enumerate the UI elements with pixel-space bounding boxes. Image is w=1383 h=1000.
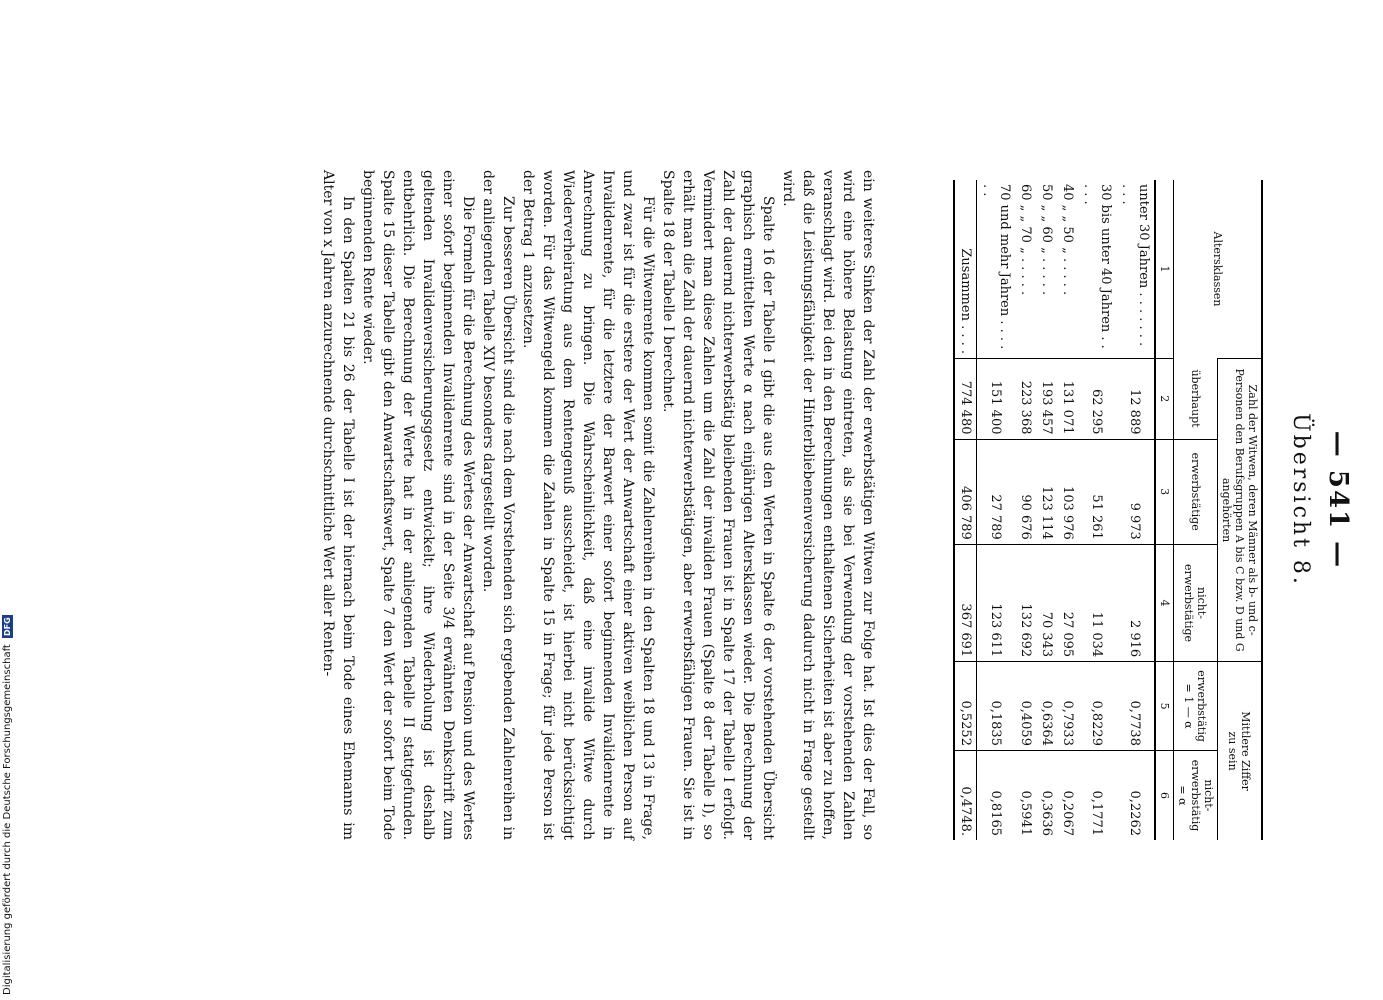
paragraph: ein weiteres Sinken der Zahl der erwerbstätigen Witwen zur Folge hat. Ist dies der Fall, so wird eine höhere Belastung eintreten, als sie bei Verwendung der vorstehenden Zahlen veranschlagt wird. Bei den in den Berechnungen enthaltenen Sicherheiten ist aber zu hoffen, daß die Leistungsfähigkeit der Hinterbliebenenversicherung dadurch nicht in Frage gestellt wird. — [780, 170, 876, 840]
cell: 123 611 — [977, 544, 1016, 661]
colnum-4: 4 — [1155, 544, 1174, 661]
row-label: 60 „ „ 70 „ . . . . . — [1018, 184, 1033, 296]
cell: 51 261 — [1078, 439, 1116, 544]
cell: 0,2067 — [1057, 750, 1078, 840]
total-cell: 774 480 — [954, 359, 977, 440]
table-title: Übersicht 8. — [1288, 413, 1313, 587]
cell: 103 976 — [1057, 439, 1078, 544]
colnum-1: 1 — [1155, 180, 1174, 359]
row-label: 50 „ „ 60 „ . . . . . — [1039, 184, 1054, 296]
total-cell: 0,5252 — [954, 662, 977, 751]
paragraph: Spalte 16 der Tabelle I gibt die aus den Werten in Spalte 6 der vorstehenden Übersicht graphisch ermittelten Werte α nach einjährigen Altersklassen wieder. Die Berechnung der Zahl der dauernd nichterwerbstätig bleibenden Frauen ist in Spalte 17 der Tabelle I erfolgt. Vermindert man diese Zahlen um die Zahl der invaliden Frauen (Spalte 8 der Tabelle I), so erhält man die Zahl der dauernd nichterwerbstätigen, aber erwerbsfähigen Frauen. Sie ist in Spalte 18 der Tabelle I berechnet. — [660, 170, 776, 840]
total-cell: 367 691 — [954, 544, 977, 661]
table-row — [977, 180, 1016, 840]
credit-text: Digitalisierung gefördert durch die Deutsche Forschungsgemeinschaft — [2, 644, 13, 995]
header-m-nicht: nicht-erwerbstätig = α — [1174, 750, 1218, 840]
paragraph: Die Formeln für die Berechnung des Wertes der Anwartschaft auf Pension und des Wertes einer sofort beginnenden Invalidenrente sind in der Seite 3/4 erwähnten Denkschrift zum geltenden Invalidenversicherungsgesetz entwickelt; ihre Wiederholung ist deshalb entbehrlich. Die Berechnung der Werte hat in der anliegenden Tabelle II stattgefunden. Spalte 15 dieser Tabelle gibt den Anwartschaftswert, Spalte 7 den Wert der sofort beim Tode beginnenden Rente wieder. — [360, 170, 476, 840]
header-nicht-erwerbstaetige: nicht-erwerbstätige — [1174, 544, 1218, 661]
cell: 27 789 — [977, 439, 1016, 544]
header-mittlere-title: Mittlere Ziffer — [1239, 711, 1253, 791]
total-cell: 406 789 — [954, 439, 977, 544]
cell: 151 400 — [977, 359, 1016, 440]
table-row — [1078, 180, 1116, 840]
row-label: unter 30 Jahren . . . . . . . . . . — [1119, 184, 1151, 347]
paragraph: In den Spalten 21 bis 26 der Tabelle I ist der hiernach beim Tode eines Ehemanns im Alter von x Jahren anzurechnende durchschnittliche Wert aller Renten- — [320, 170, 356, 840]
cell: 223 368 — [1015, 359, 1036, 440]
cell: 0,7933 — [1057, 662, 1078, 751]
header-zu-sein: zu sein — [1226, 731, 1240, 771]
header-mittlere — [1218, 662, 1263, 840]
table-row — [1116, 180, 1155, 840]
row-label: 40 „ „ 50 „ . . . . . — [1060, 184, 1075, 296]
header-altersklassen: Altersklassen — [1174, 180, 1263, 359]
row-label: 70 und mehr Jahren . . . . . . — [980, 184, 1012, 350]
cell: 90 676 — [1015, 439, 1036, 544]
table-row — [1036, 180, 1057, 840]
table-row — [1057, 180, 1078, 840]
credit-line — [0, 0, 18, 1000]
paragraph: Für die Witwenrente kommen somit die Zahlenreihen in den Spalten 18 und 13 in Frage, und zwar ist für die erstere der Wert der Anwartschaft einer aktiven weiblichen Person auf Invalidenrente, für die letztere der Barwert einer sofort beginnenden Invalidenrente in Anrechnung zu bringen. Die Wahrscheinlichkeit, daß eine invalide Witwe durch Wiederverheiratung aus dem Rentengenuß ausscheidet, ist hierbei nicht berücksichtigt worden. Für das Witwengeld kommen die Zahlen in Spalte 15 in Frage; für jede Person ist der Betrag 1 anzusetzen. — [520, 170, 656, 840]
cell: 0,4059 — [1015, 662, 1036, 751]
cell: 0,1771 — [1078, 750, 1116, 840]
body-text — [318, 170, 878, 840]
table-row — [1015, 180, 1036, 840]
header-erwerbstaetige: erwerbstätige — [1174, 439, 1218, 544]
cell: 12 889 — [1116, 359, 1155, 440]
cell: 0,3636 — [1036, 750, 1057, 840]
cell: 0,8229 — [1078, 662, 1116, 751]
row-label: 30 bis unter 40 Jahren . . . . . — [1081, 184, 1113, 349]
cell: 0,8165 — [977, 750, 1016, 840]
cell: 0,6364 — [1036, 662, 1057, 751]
cell: 0,1835 — [977, 662, 1016, 751]
cell: 62 295 — [1078, 359, 1116, 440]
colnum-6: 6 — [1155, 750, 1174, 840]
colnum-5: 5 — [1155, 662, 1174, 751]
header-m-erwerbstaetig: erwerbstätig = 1 — α — [1174, 662, 1218, 751]
cell: 27 095 — [1057, 544, 1078, 661]
cell: 123 114 — [1036, 439, 1057, 544]
cell: 2 916 — [1116, 544, 1155, 661]
total-cell: 0,4748. — [954, 750, 977, 840]
table-total-row — [954, 180, 977, 840]
header-group-title: Zahl der Witwen, deren Männer als b- und c-Personen den Berufsgruppen A bis C bzw. D und G angehörten — [1218, 359, 1263, 662]
cell: 132 692 — [1015, 544, 1036, 661]
cell: 0,7738 — [1116, 662, 1155, 751]
paragraph: Zur besseren Übersicht sind die nach dem Vorstehenden sich ergebenden Zahlenreihen in der anliegenden Tabelle XIV besonders dargestellt worden. — [480, 170, 516, 840]
cell: 0,2262 — [1116, 750, 1155, 840]
total-label: Zusammen . . . . — [954, 180, 977, 359]
page-number: — 541 — — [1323, 430, 1353, 570]
cell: 9 973 — [1116, 439, 1155, 544]
colnum-3: 3 — [1155, 439, 1174, 544]
cell: 0,5941 — [1015, 750, 1036, 840]
statistics-table — [953, 180, 1263, 840]
header-ueberhaupt: überhaupt — [1174, 359, 1218, 440]
cell: 193 457 — [1036, 359, 1057, 440]
cell: 70 343 — [1036, 544, 1057, 661]
dfg-logo-icon: DFG — [3, 617, 12, 636]
cell: 131 071 — [1057, 359, 1078, 440]
colnum-2: 2 — [1155, 359, 1174, 440]
cell: 11 034 — [1078, 544, 1116, 661]
